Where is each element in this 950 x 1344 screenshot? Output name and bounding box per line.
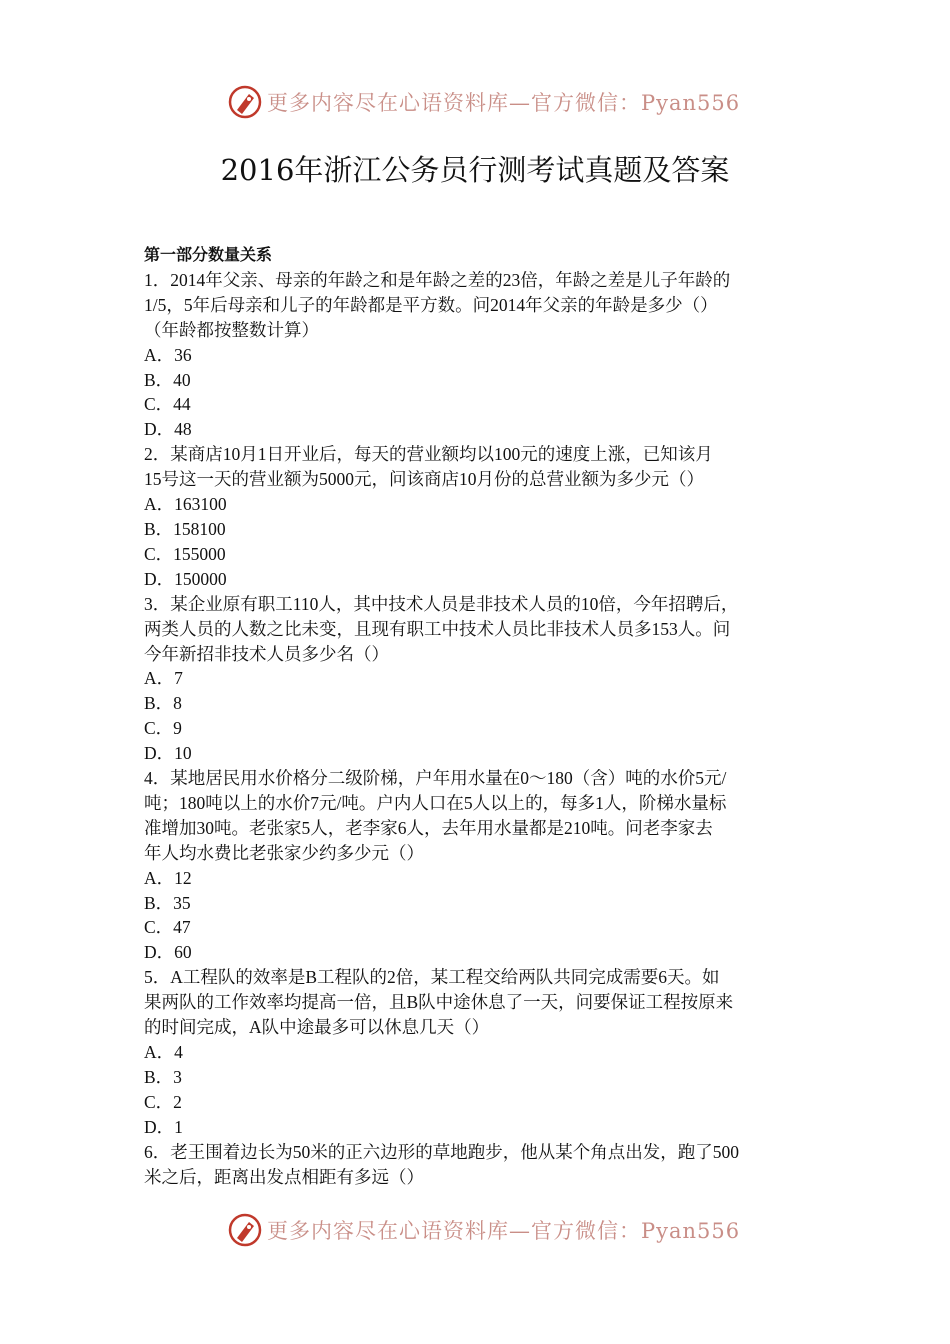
- watermark-header: [227, 82, 747, 122]
- question-text-line: 4．某地居民用水价格分二级阶梯，户年用水量在0～180（含）吨的水价5元/: [144, 768, 727, 789]
- pen-nib-logo-icon: [227, 84, 263, 120]
- question-text-line: 的时间完成，A队中途最多可以休息几天（）: [144, 1017, 490, 1038]
- answer-option: D．48: [144, 419, 192, 440]
- answer-option: B．40: [144, 369, 191, 390]
- answer-option: C．155000: [144, 543, 226, 564]
- answer-option: C．2: [144, 1091, 182, 1112]
- question-text-line: 年人均水费比老张家少约多少元（）: [144, 842, 424, 863]
- section-heading: 第一部分数量关系: [144, 245, 273, 264]
- answer-option: B．8: [144, 693, 182, 714]
- watermark-text: 更多内容尽在心语资料库—官方微信：Pyan556: [267, 91, 741, 115]
- question-text-line: 15号这一天的营业额为5000元，问该商店10月份的总营业额为多少元（）: [144, 469, 704, 490]
- answer-option: C．44: [144, 394, 191, 415]
- answer-option: D．10: [144, 743, 192, 764]
- answer-option: C．9: [144, 718, 182, 739]
- watermark-text: 更多内容尽在心语资料库—官方微信：Pyan556: [267, 1219, 741, 1243]
- question-text-line: 2．某商店10月1日开业后，每天的营业额均以100元的速度上涨，已知该月: [144, 444, 713, 465]
- watermark-footer: [227, 1210, 747, 1250]
- answer-option: A．7: [144, 668, 183, 689]
- answer-option: B．3: [144, 1066, 182, 1087]
- question-text-line: 米之后，距离出发点相距有多远（）: [144, 1166, 424, 1187]
- answer-option: A．36: [144, 344, 192, 365]
- answer-option: D．150000: [144, 568, 227, 589]
- answer-option: B．158100: [144, 518, 226, 539]
- answer-option: A．163100: [144, 494, 227, 515]
- question-text-line: 准增加30吨。老张家5人，老李家6人，去年用水量都是210吨。问老李家去: [144, 817, 713, 838]
- question-text-line: 5．A工程队的效率是B工程队的2倍，某工程交给两队共同完成需要6天。如: [144, 967, 720, 988]
- page-title: 2016年浙江公务员行测考试真题及答案: [220, 153, 730, 187]
- question-text-line: 6．老王围着边长为50米的正六边形的草地跑步，他从某个角点出发，跑了500: [144, 1141, 739, 1162]
- question-text-line: 1．2014年父亲、母亲的年龄之和是年龄之差的23倍，年龄之差是儿子年龄的: [144, 269, 731, 290]
- answer-option: D．60: [144, 942, 192, 963]
- pen-nib-logo-icon: [227, 1212, 263, 1248]
- answer-option: B．35: [144, 892, 191, 913]
- answer-option: A．12: [144, 867, 192, 888]
- question-text-line: 两类人员的人数之比未变，且现有职工中技术人员比非技术人员多153人。问: [144, 618, 731, 639]
- question-text-line: 3．某企业原有职工110人，其中技术人员是非技术人员的10倍，今年招聘后，: [144, 593, 739, 614]
- question-text-line: 1/5，5年后母亲和儿子的年龄都是平方数。问2014年父亲的年龄是多少（）: [144, 294, 718, 315]
- document-body: [144, 243, 814, 1189]
- question-text-line: 果两队的工作效率均提高一倍，且B队中途休息了一天，问要保证工程按原来: [144, 992, 734, 1013]
- question-text-line: （年龄都按整数计算）: [144, 319, 319, 340]
- answer-option: D．1: [144, 1116, 183, 1137]
- answer-option: A．4: [144, 1042, 183, 1062]
- question-text-line: 今年新招非技术人员多少名（）: [144, 643, 389, 664]
- answer-option: C．47: [144, 917, 191, 938]
- question-text-line: 吨；180吨以上的水价7元/吨。户内人口在5人以上的，每多1人，阶梯水量标: [144, 792, 727, 813]
